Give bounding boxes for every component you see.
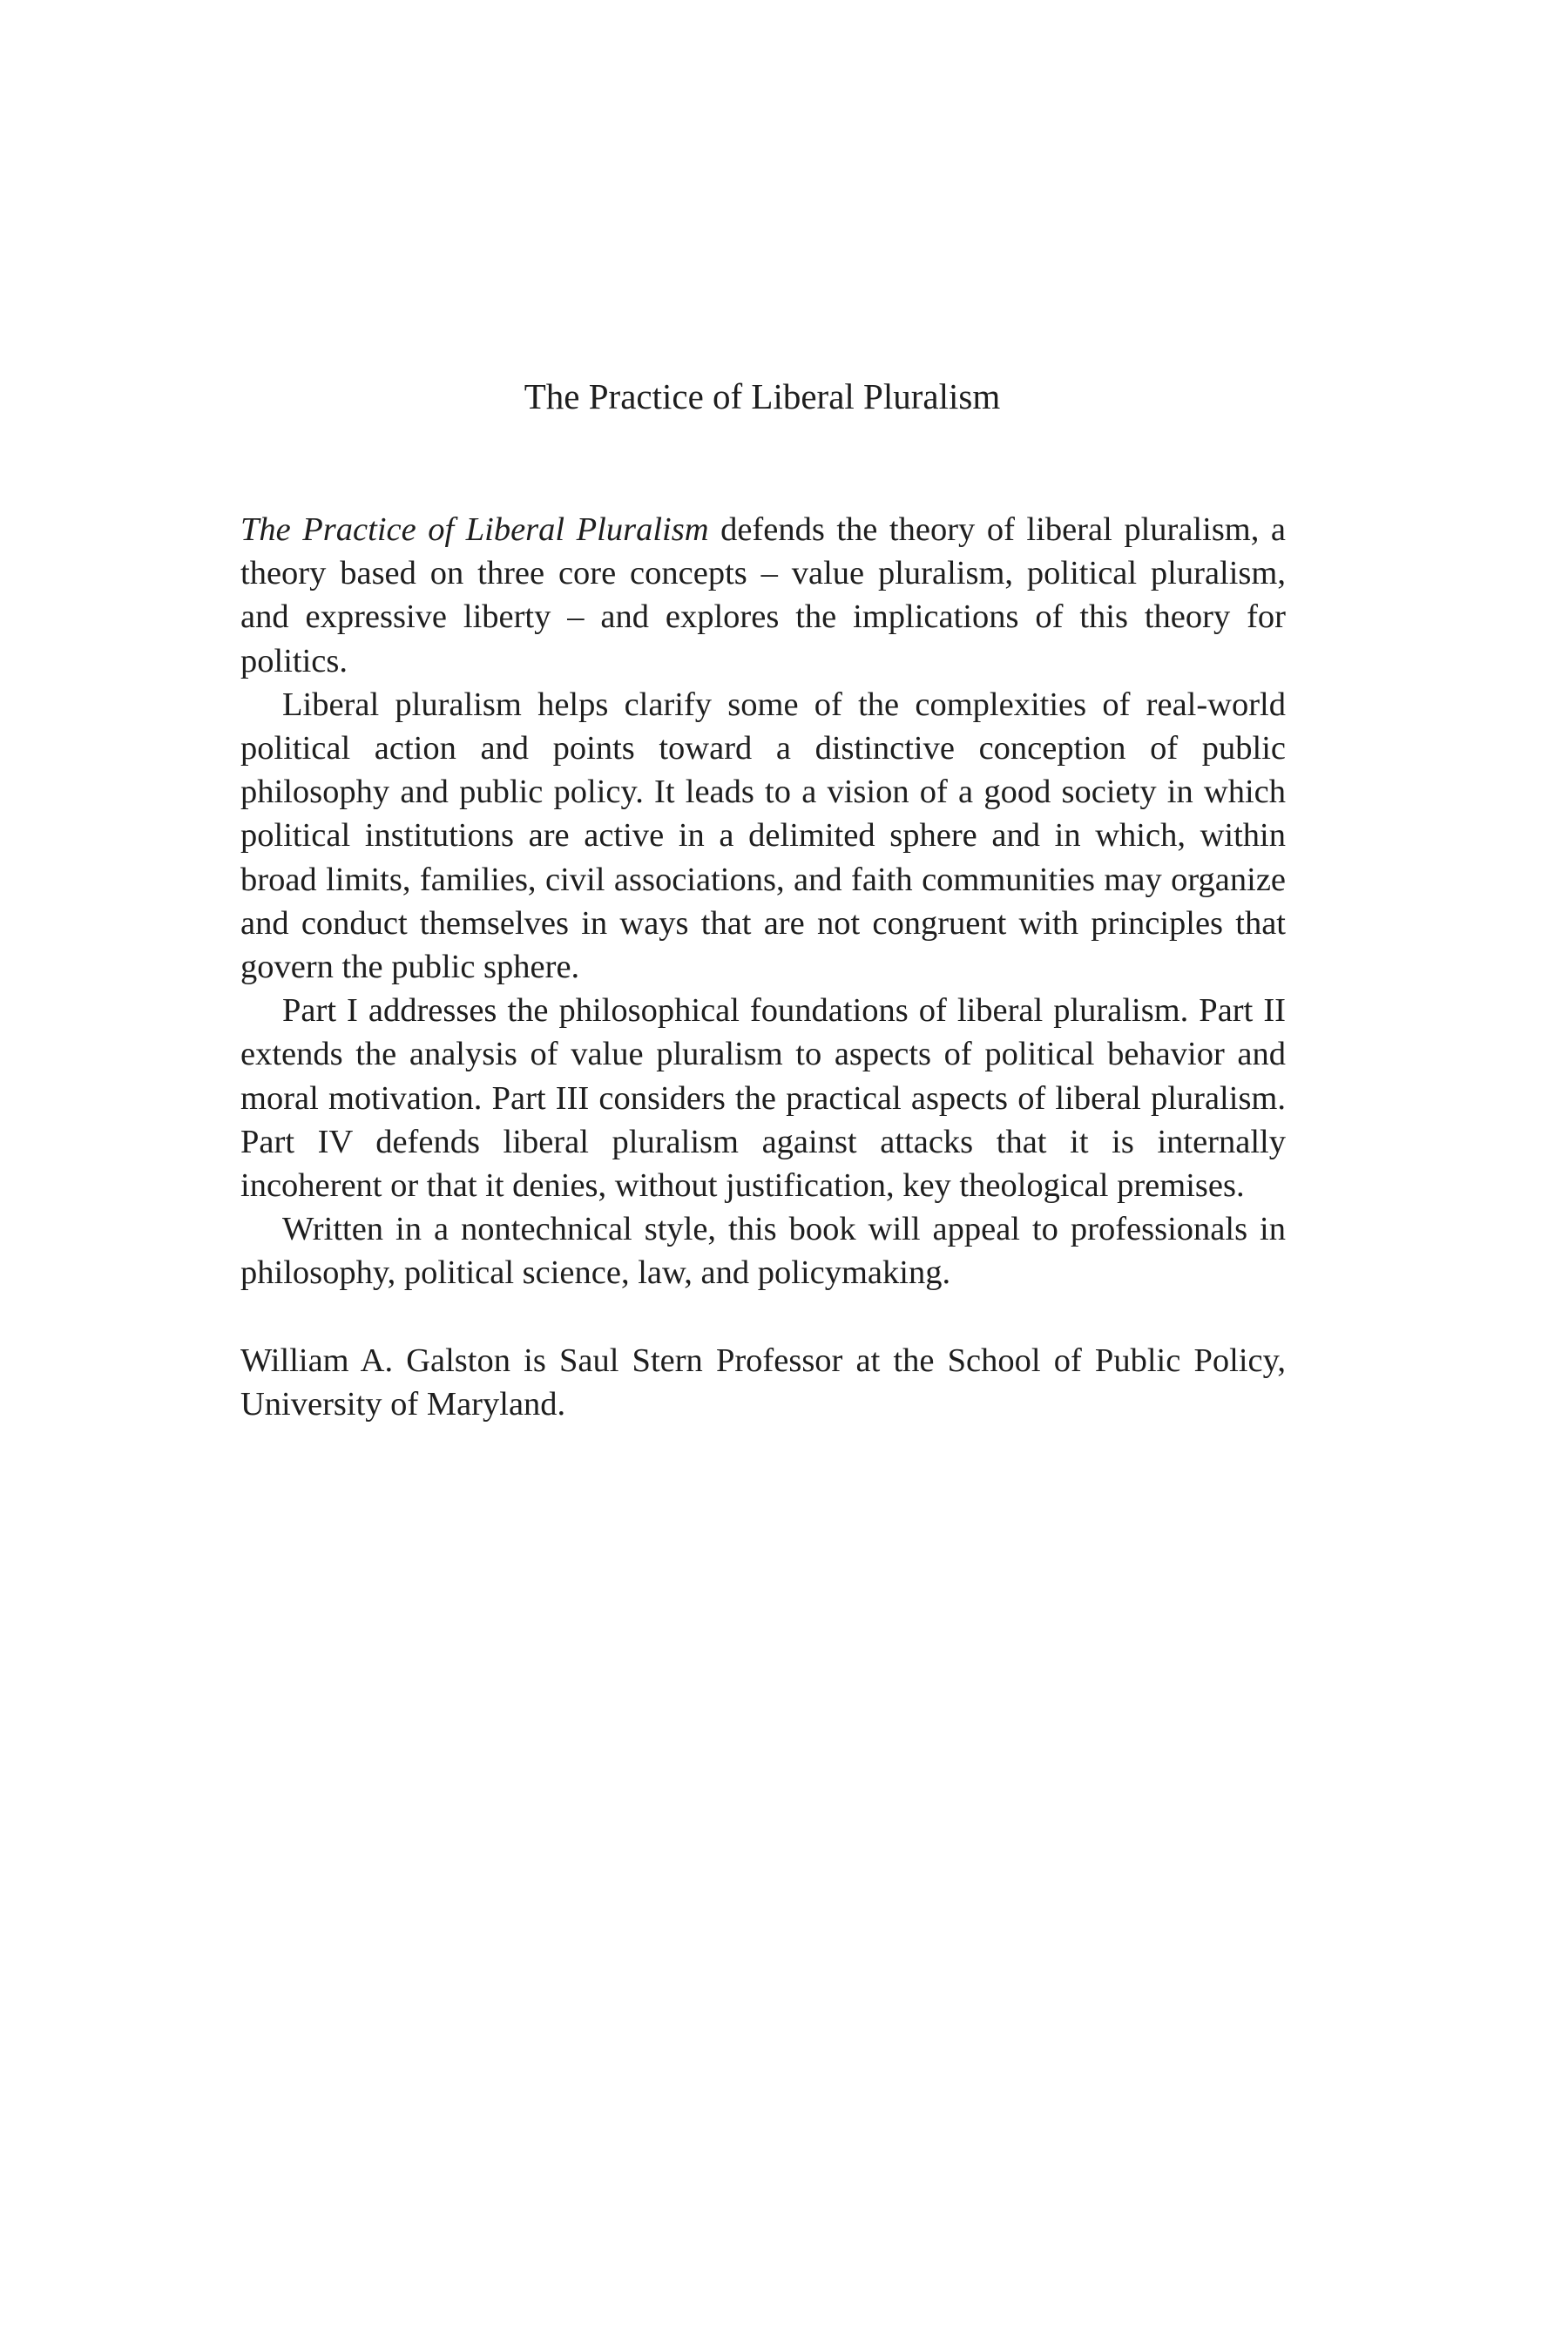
paragraph-parts-overview: Part I addresses the philosophical foundations of liberal pluralism. Part II extends the analysis of value pluralism to aspects of political behavior and moral motivation. Part III considers the practical aspects of liberal pluralism. Part IV defends liberal pluralism against attacks that it is internally incoherent or that it denies, without justification, key theological premises.: [240, 992, 1286, 1205]
intro-text: defends the theory of liberal pluralism, a theory based on three core concepts – value pluralism, political pluralism, and expressive liberty – and explores the implications of this theory for politics.: [240, 511, 1286, 679]
intro-paragraph: [240, 508, 1286, 683]
description-body: [240, 508, 1286, 1426]
page-title: The Practice of Liberal Pluralism: [524, 376, 1001, 416]
paragraph-liberal-pluralism: Liberal pluralism helps clarify some of the complexities of real-world political action and points toward a distinctive conception of public philosophy and public policy. It leads to a vision of a good society in which political institutions are active in a delimited sphere and in which, within broad limits, families, civil associations, and faith communities may organize and conduct themselves in ways that are not congruent with principles that govern the public sphere.: [240, 686, 1286, 986]
book-title-italic: The Practice of Liberal Pluralism: [240, 511, 709, 548]
paragraph-audience: Written in a nontechnical style, this book will appeal to professionals in philosophy, political science, law, and policymaking.: [240, 1211, 1286, 1292]
author-bio: William A. Galston is Saul Stern Professor at the School of Public Policy, University of Maryland.: [240, 1342, 1286, 1423]
